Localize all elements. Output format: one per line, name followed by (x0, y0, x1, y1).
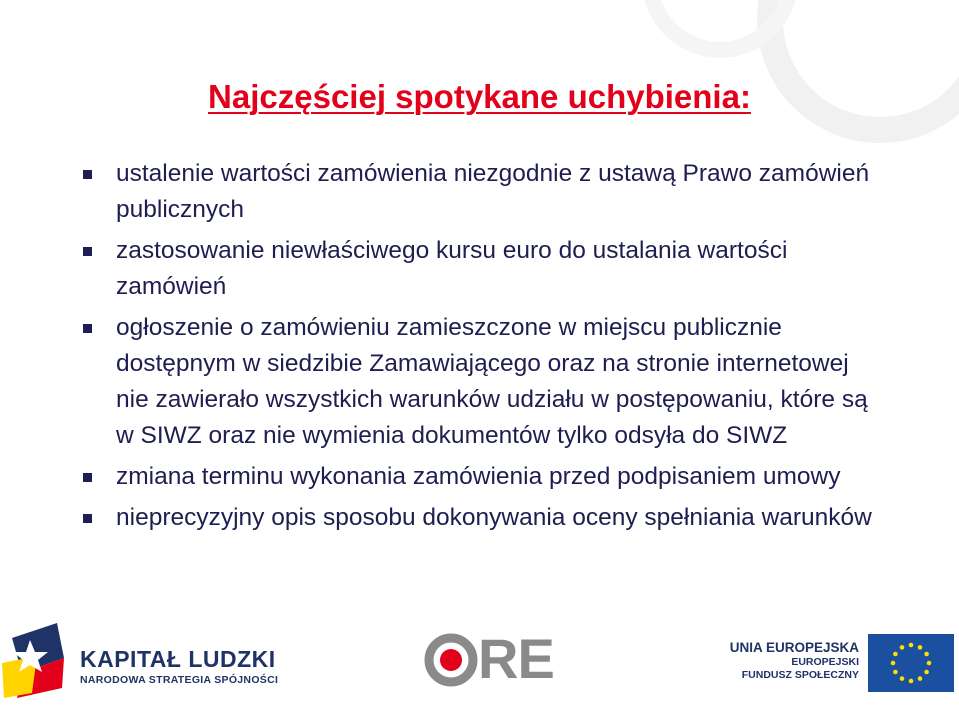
eu-fund-label-1: EUROPEJSKI (791, 656, 859, 668)
square-bullet-icon (83, 247, 92, 256)
bullet-text: ogłoszenie o zamówieniu zamieszczone w miejscu publicznie dostępnym w siedzibie Zamawiającego oraz na stronie internetowej nie zawierało wszystkich warunków udziału w postępowaniu, które są w SIWZ oraz nie wymienia dokumentów tylko odsyła do SIWZ (116, 314, 868, 449)
bullet-item (80, 459, 880, 495)
square-bullet-icon (83, 514, 92, 523)
kapital-ludzki-name: KAPITAŁ LUDZKI (80, 646, 276, 672)
square-bullet-icon (83, 170, 92, 179)
bullet-item (80, 156, 880, 228)
eu-union-label: UNIA EUROPEJSKA (729, 640, 859, 655)
eu-text-block (730, 640, 859, 682)
bullet-item (80, 233, 880, 305)
bullet-text: ustalenie wartości zamówienia niezgodnie z ustawą Prawo zamówień publicznych (116, 160, 870, 223)
square-bullet-icon (83, 324, 92, 333)
ore-logo-text: RE (478, 627, 554, 690)
bullet-text: nieprecyzyjny opis sposobu dokonywania oceny spełniania warunków (116, 504, 872, 531)
bullet-list (80, 156, 880, 541)
kapital-ludzki-subtitle: NARODOWA STRATEGIA SPÓJNOŚCI (80, 674, 279, 686)
bullet-item (80, 310, 880, 454)
bullet-text: zastosowanie niewłaściwego kursu euro do ustalania wartości zamówień (116, 237, 788, 300)
bullet-item (80, 500, 880, 536)
slide-title: Najczęściej spotykane uchybienia: (208, 78, 751, 115)
decor-ring-small (650, 0, 790, 50)
bullet-text: zmiana terminu wykonania zamówienia przed podpisaniem umowy (116, 463, 841, 490)
square-bullet-icon (83, 473, 92, 482)
eu-fund-label-2: FUNDUSZ SPOŁECZNY (741, 669, 859, 681)
